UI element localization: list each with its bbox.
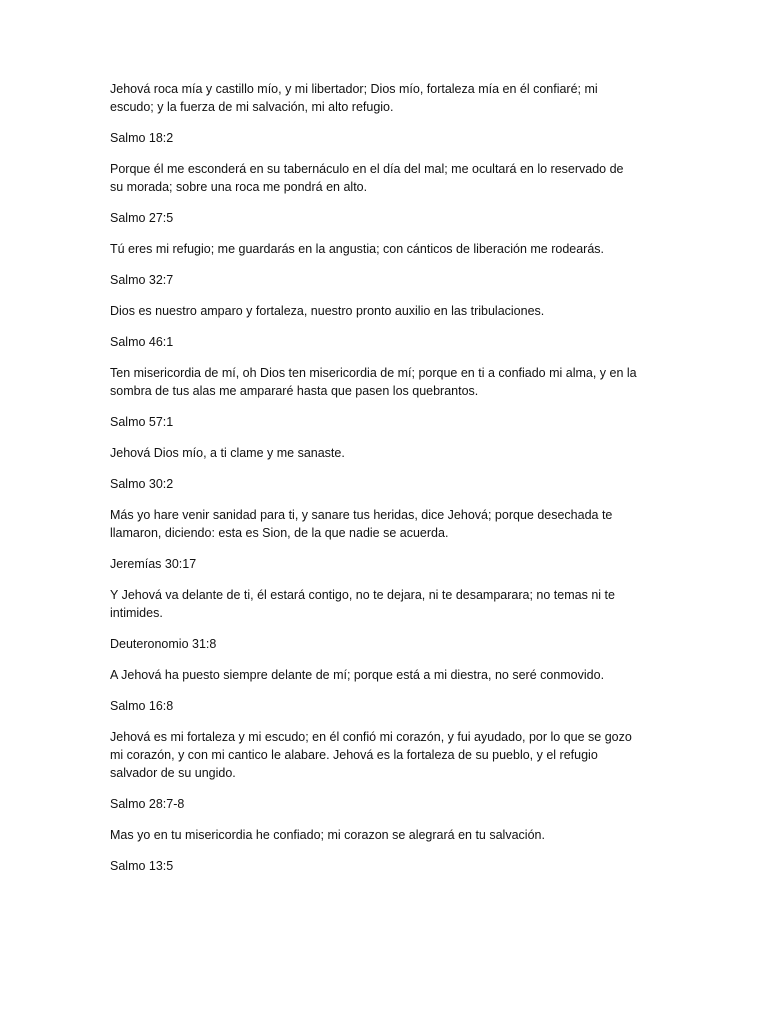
verse-entry xyxy=(110,364,640,431)
verse-reference: Salmo 28:7-8 xyxy=(110,797,185,811)
verse-entry xyxy=(110,80,640,147)
verse-text: Jehová es mi fortaleza y mi escudo; en él confió mi corazón, y fui ayudado, por lo que se gozo mi corazón, y con mi cantico le alabare. Jehová es la fortaleza de su pueblo, y el refugio salvador de su ungido. xyxy=(110,730,632,780)
verse-text: Y Jehová va delante de ti, él estará contigo, no te dejara, ni te desamparara; no temas ni te intimides. xyxy=(110,588,615,620)
verse-reference: Salmo 13:5 xyxy=(110,859,174,873)
verse-entry xyxy=(110,506,640,573)
verse-reference: Jeremías 30:17 xyxy=(110,557,197,571)
verse-entry xyxy=(110,586,640,653)
verse-text: Porque él me esconderá en su tabernáculo en el día del mal; me ocultará en lo reservado de su morada; sobre una roca me pondrá en alto. xyxy=(110,162,624,194)
verse-text: Tú eres mi refugio; me guardarás en la angustia; con cánticos de liberación me rodearás. xyxy=(110,242,605,256)
verse-reference: Salmo 16:8 xyxy=(110,699,174,713)
verse-text: Jehová Dios mío, a ti clame y me sanaste. xyxy=(110,446,345,460)
verse-reference: Salmo 27:5 xyxy=(110,211,174,225)
verse-reference: Salmo 57:1 xyxy=(110,415,174,429)
verse-text: Jehová roca mía y castillo mío, y mi libertador; Dios mío, fortaleza mía en él confiaré; mi escudo; y la fuerza de mi salvación, mi alto refugio. xyxy=(110,82,598,114)
verse-entry xyxy=(110,240,640,289)
verse-entry xyxy=(110,666,640,715)
verse-text: Dios es nuestro amparo y fortaleza, nuestro pronto auxilio en las tribulaciones. xyxy=(110,304,545,318)
verse-reference: Salmo 30:2 xyxy=(110,477,174,491)
verse-entry xyxy=(110,302,640,351)
verse-text: Ten misericordia de mí, oh Dios ten misericordia de mí; porque en ti a confiado mi alma, y en la sombra de tus alas me ampararé hasta que pasen los quebrantos. xyxy=(110,366,637,398)
verse-entry xyxy=(110,444,640,493)
verse-text: Mas yo en tu misericordia he confiado; mi corazon se alegrará en tu salvación. xyxy=(110,828,545,842)
verse-text: Más yo hare venir sanidad para ti, y sanare tus heridas, dice Jehová; porque desechada te llamaron, diciendo: esta es Sion, de la que nadie se acuerda. xyxy=(110,508,613,540)
verse-entry xyxy=(110,728,640,813)
verse-reference: Deuteronomio 31:8 xyxy=(110,637,217,651)
verse-entry xyxy=(110,160,640,227)
verse-entry xyxy=(110,826,640,875)
verse-reference: Salmo 32:7 xyxy=(110,273,174,287)
document-page xyxy=(110,80,640,888)
verse-reference: Salmo 18:2 xyxy=(110,131,174,145)
verse-text: A Jehová ha puesto siempre delante de mí; porque está a mi diestra, no seré conmovido. xyxy=(110,668,605,682)
verse-reference: Salmo 46:1 xyxy=(110,335,174,349)
